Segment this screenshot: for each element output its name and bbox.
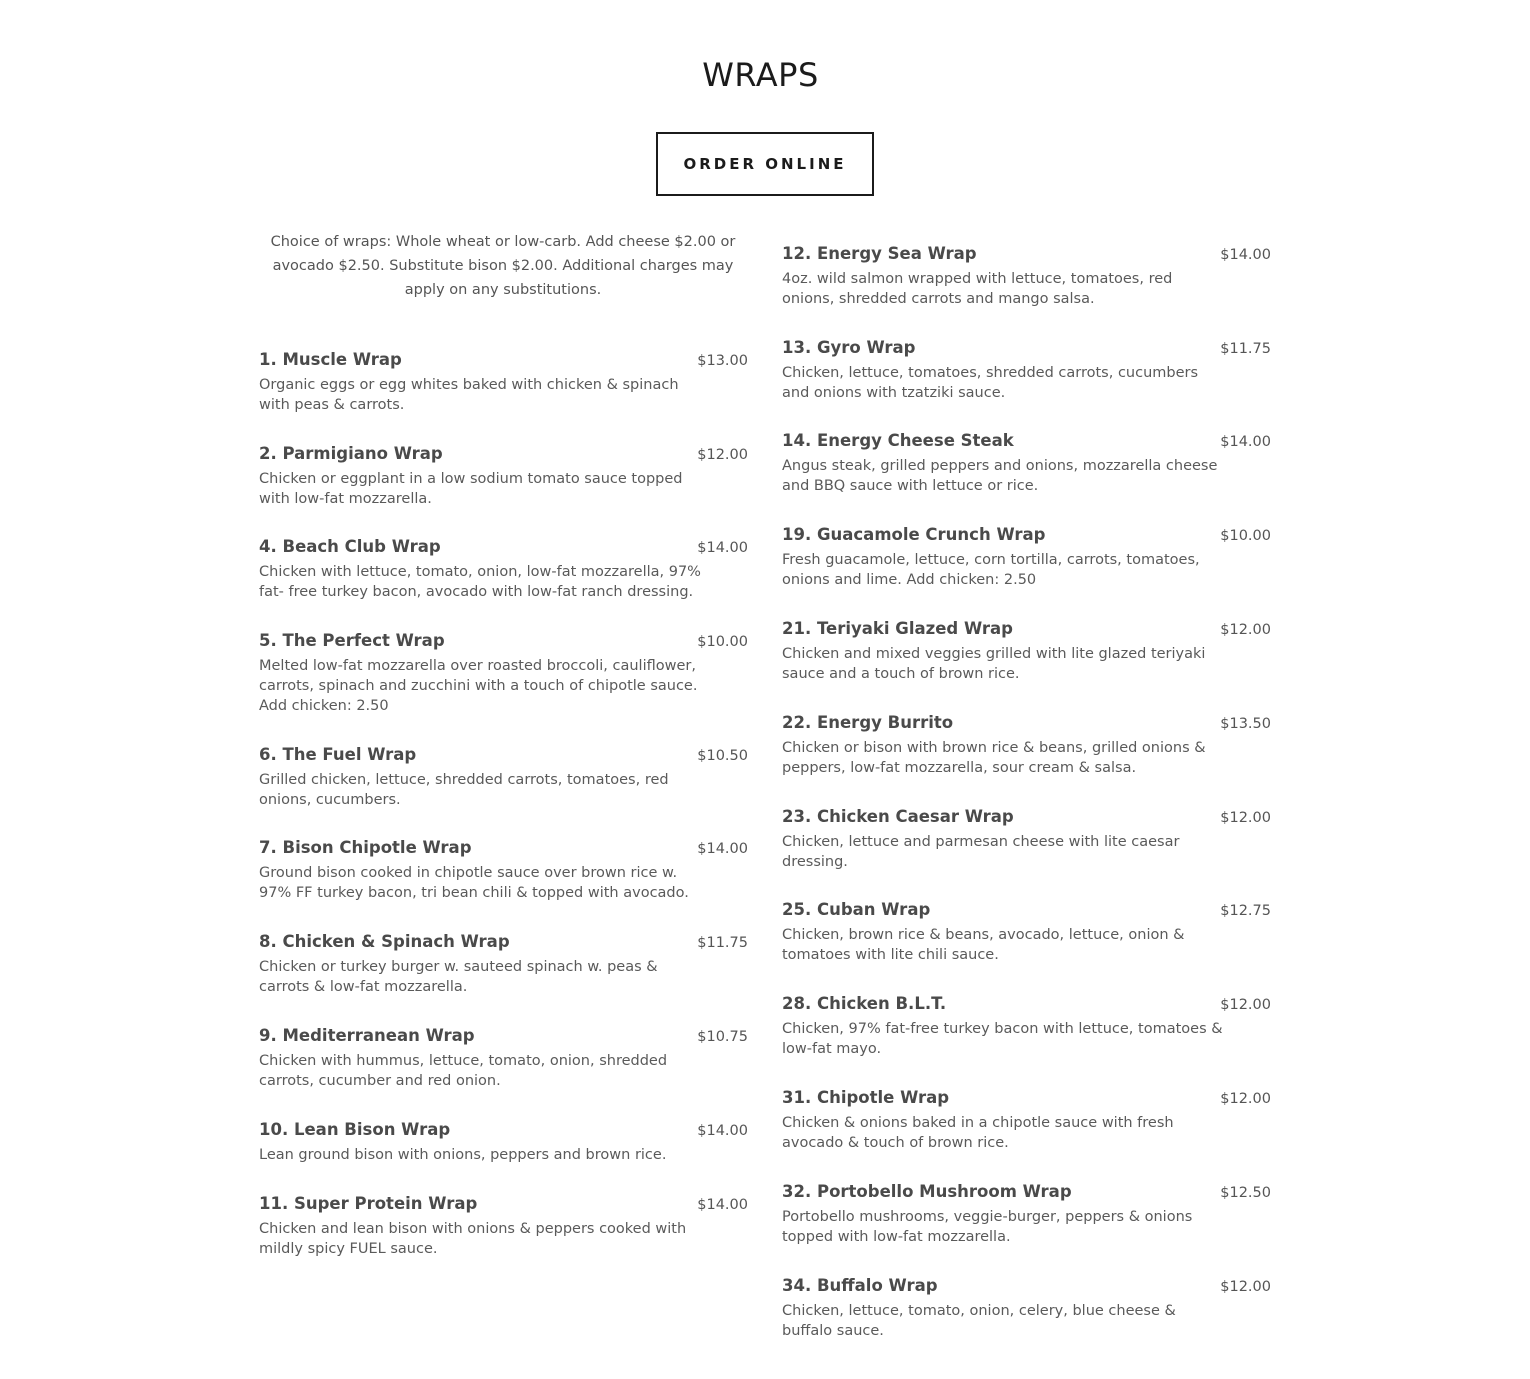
menu-item-description: Chicken & onions baked in a chipotle sauce with fresh avocado & touch of brown rice. <box>782 1115 1174 1151</box>
menu-item <box>782 244 1271 309</box>
menu-item-name: 8. Chicken & Spinach Wrap <box>259 932 510 951</box>
menu-item-description: 4oz. wild salmon wrapped with lettuce, tomatoes, red onions, shredded carrots and mango salsa. <box>782 271 1173 307</box>
menu-item <box>782 1088 1271 1153</box>
menu-item <box>782 619 1271 684</box>
menu-item-header <box>259 1120 748 1139</box>
menu-item-description: Ground bison cooked in chipotle sauce over brown rice w. 97% FF turkey bacon, tri bean chili & topped with avocado. <box>259 865 689 901</box>
menu-item-price: $10.50 <box>697 748 748 764</box>
menu-item-header <box>782 807 1271 826</box>
menu-item-description: Chicken, lettuce, tomatoes, shredded carrots, cucumbers and onions with tzatziki sauce. <box>782 365 1199 401</box>
menu-item <box>259 1026 748 1091</box>
menu-item-name: 9. Mediterranean Wrap <box>259 1026 475 1045</box>
menu-item-header <box>782 619 1271 638</box>
menu-item-name: 13. Gyro Wrap <box>782 338 916 357</box>
menu-item-header <box>782 338 1271 357</box>
menu-item-header <box>782 900 1271 919</box>
menu-item-description: Grilled chicken, lettuce, shredded carrots, tomatoes, red onions, cucumbers. <box>259 772 669 808</box>
menu-item-name: 11. Super Protein Wrap <box>259 1194 478 1213</box>
menu-item-price: $12.00 <box>1220 1091 1271 1107</box>
page-title: WRAPS <box>702 56 819 94</box>
wrap-options-note: Choice of wraps: Whole wheat or low-carb. Add cheese $2.00 or avocado $2.50. Substitute bison $2.00. Additional charges may apply on any substitutions. <box>270 234 736 298</box>
menu-item-name: 4. Beach Club Wrap <box>259 537 441 556</box>
menu-item-header <box>782 713 1271 732</box>
menu-item-name: 1. Muscle Wrap <box>259 350 402 369</box>
menu-item <box>782 338 1271 403</box>
menu-item-description: Chicken, lettuce, tomato, onion, celery, blue cheese & buffalo sauce. <box>782 1303 1176 1339</box>
menu-item-description: Chicken with lettuce, tomato, onion, low-fat mozzarella, 97% fat- free turkey bacon, avocado with low-fat ranch dressing. <box>259 564 701 600</box>
menu-item <box>259 838 748 903</box>
menu-item-header <box>782 1276 1271 1295</box>
menu-item <box>259 537 748 602</box>
menu-item-description: Melted low-fat mozzarella over roasted broccoli, cauliflower, carrots, spinach and zucchini with a touch of chipotle sauce. Add chicken: 2.50 <box>259 658 698 714</box>
menu-item-price: $12.00 <box>1220 997 1271 1013</box>
menu-item <box>782 900 1271 965</box>
menu-item <box>259 1194 748 1259</box>
menu-item-price: $14.00 <box>1220 247 1271 263</box>
menu-item-price: $13.50 <box>1220 716 1271 732</box>
menu-item <box>782 807 1271 872</box>
menu-item-description: Angus steak, grilled peppers and onions, mozzarella cheese and BBQ sauce with lettuce or rice. <box>782 458 1218 494</box>
menu-item-header <box>259 838 748 857</box>
menu-item-price: $12.00 <box>1220 810 1271 826</box>
menu-item <box>259 745 748 810</box>
menu-item-price: $12.75 <box>1220 903 1271 919</box>
menu-item-price: $10.00 <box>1220 528 1271 544</box>
menu-item <box>782 713 1271 778</box>
menu-item-header <box>782 994 1271 1013</box>
menu-item-header <box>782 525 1271 544</box>
menu-item-name: 6. The Fuel Wrap <box>259 745 417 764</box>
menu-item-description: Organic eggs or egg whites baked with chicken & spinach with peas & carrots. <box>259 377 679 413</box>
menu-item-name: 21. Teriyaki Glazed Wrap <box>782 619 1013 638</box>
menu-item-header <box>259 932 748 951</box>
menu-item <box>259 444 748 509</box>
menu-item-name: 19. Guacamole Crunch Wrap <box>782 525 1046 544</box>
menu-item-header <box>259 631 748 650</box>
menu-item-price: $12.00 <box>697 447 748 463</box>
menu-item-header <box>259 1194 748 1213</box>
menu-item-name: 12. Energy Sea Wrap <box>782 244 977 263</box>
menu-item-description: Chicken and mixed veggies grilled with lite glazed teriyaki sauce and a touch of brown rice. <box>782 646 1206 682</box>
menu-item-description: Fresh guacamole, lettuce, corn tortilla, carrots, tomatoes, onions and lime. Add chicken: 2.50 <box>782 552 1200 588</box>
menu-item-name: 10. Lean Bison Wrap <box>259 1120 451 1139</box>
menu-item-price: $14.00 <box>697 1197 748 1213</box>
menu-item-description: Chicken, 97% fat-free turkey bacon with lettuce, tomatoes & low-fat mayo. <box>782 1021 1223 1057</box>
menu-item-price: $10.75 <box>697 1029 748 1045</box>
menu-item-name: 34. Buffalo Wrap <box>782 1276 938 1295</box>
menu-item-name: 2. Parmigiano Wrap <box>259 444 443 463</box>
order-online-button[interactable]: ORDER ONLINE <box>656 132 874 196</box>
menu-item-price: $12.00 <box>1220 1279 1271 1295</box>
menu-item-description: Chicken and lean bison with onions & peppers cooked with mildly spicy FUEL sauce. <box>259 1221 687 1257</box>
menu-item-price: $10.00 <box>697 634 748 650</box>
menu-item <box>782 994 1271 1059</box>
menu-item <box>782 431 1271 496</box>
menu-item-name: 25. Cuban Wrap <box>782 900 931 919</box>
menu-item-name: 14. Energy Cheese Steak <box>782 431 1014 450</box>
menu-item-description: Chicken with hummus, lettuce, tomato, onion, shredded carrots, cucumber and red onion. <box>259 1053 668 1089</box>
menu-item-name: 28. Chicken B.L.T. <box>782 994 947 1013</box>
menu-item-header <box>782 1182 1271 1201</box>
menu-item-header <box>259 350 748 369</box>
menu-item-description: Chicken, brown rice & beans, avocado, lettuce, onion & tomatoes with lite chili sauce. <box>782 927 1185 963</box>
menu-item <box>259 932 748 997</box>
menu-item-name: 22. Energy Burrito <box>782 713 954 732</box>
menu-item-price: $11.75 <box>1220 341 1271 357</box>
menu-item-name: 23. Chicken Caesar Wrap <box>782 807 1014 826</box>
menu-item <box>259 350 748 415</box>
menu-item <box>782 525 1271 590</box>
menu-item-description: Lean ground bison with onions, peppers and brown rice. <box>259 1147 667 1163</box>
menu-item-description: Chicken or bison with brown rice & beans, grilled onions & peppers, low-fat mozzarella, sour cream & salsa. <box>782 740 1206 776</box>
menu-item-price: $14.00 <box>697 540 748 556</box>
menu-item-name: 7. Bison Chipotle Wrap <box>259 838 472 857</box>
menu-item-header <box>782 431 1271 450</box>
menu-item <box>259 631 748 716</box>
menu-item-price: $12.00 <box>1220 622 1271 638</box>
menu-item <box>782 1182 1271 1247</box>
menu-item-header <box>259 537 748 556</box>
menu-item-price: $14.00 <box>697 1123 748 1139</box>
menu-item-price: $11.75 <box>697 935 748 951</box>
menu-item-description: Chicken, lettuce and parmesan cheese with lite caesar dressing. <box>782 834 1180 870</box>
menu-item <box>259 1120 748 1165</box>
menu-item-header <box>782 1088 1271 1107</box>
menu-item-price: $13.00 <box>697 353 748 369</box>
menu-item-header <box>259 444 748 463</box>
menu-item-price: $14.00 <box>1220 434 1271 450</box>
menu-item-description: Portobello mushrooms, veggie-burger, peppers & onions topped with low-fat mozzarella. <box>782 1209 1193 1245</box>
menu-item-name: 5. The Perfect Wrap <box>259 631 445 650</box>
menu-item-name: 32. Portobello Mushroom Wrap <box>782 1182 1072 1201</box>
menu-item-header <box>259 745 748 764</box>
menu-item-price: $14.00 <box>697 841 748 857</box>
menu-item-name: 31. Chipotle Wrap <box>782 1088 950 1107</box>
menu-item-description: Chicken or eggplant in a low sodium tomato sauce topped with low-fat mozzarella. <box>259 471 683 507</box>
menu-item-description: Chicken or turkey burger w. sauteed spinach w. peas & carrots & low-fat mozzarella. <box>259 959 658 995</box>
menu-item-header <box>259 1026 748 1045</box>
menu-item <box>782 1276 1271 1341</box>
menu-item-price: $12.50 <box>1220 1185 1271 1201</box>
menu-item-header <box>782 244 1271 263</box>
